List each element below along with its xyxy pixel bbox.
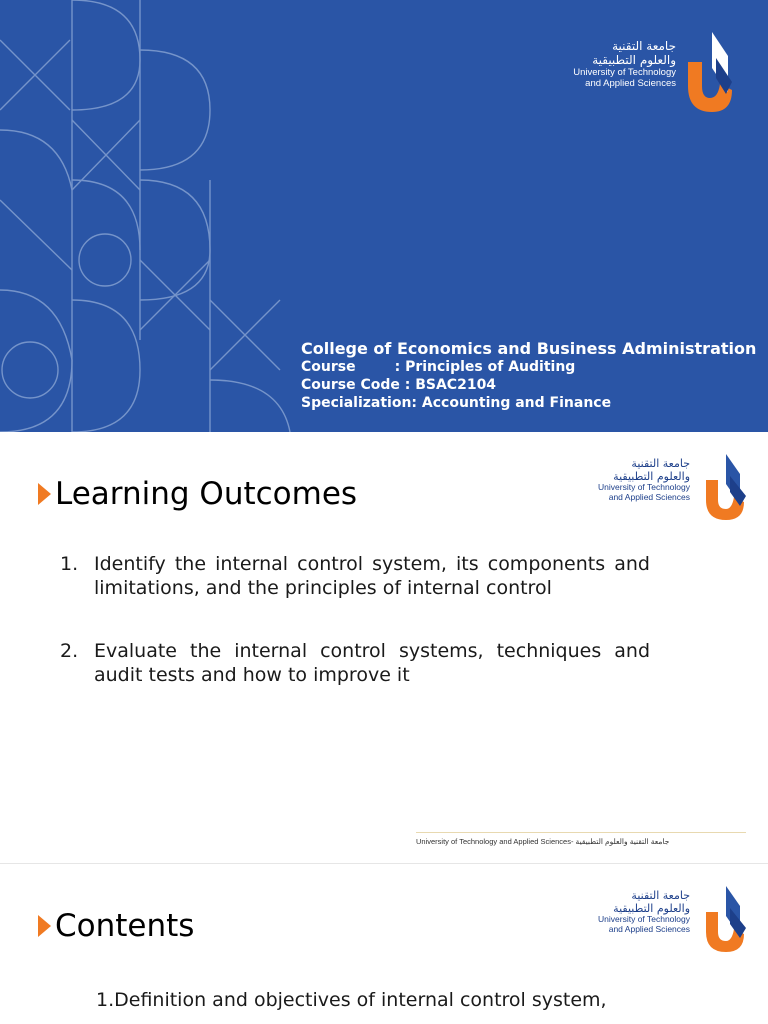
outcome-text: Identify the internal control system, its components and limitations, and the principles of internal control [94, 553, 650, 599]
logo-english-line-1: University of Technology [598, 482, 690, 493]
logo-arabic-line-1: جامعة التقنية [631, 889, 690, 902]
logo-arabic-line-2: والعلوم التطبيقية [592, 52, 676, 67]
logo-mark-icon [702, 884, 752, 954]
college-name: College of Economics and Business Administration [301, 339, 757, 358]
logo-arabic-line-2: والعلوم التطبيقية [613, 901, 690, 915]
slide-footer: University of Technology and Applied Sciences- جامعة التقنية والعلوم التطبيقية [416, 837, 670, 846]
slide-title [38, 908, 194, 944]
cover-slide [0, 0, 768, 432]
list-item [60, 639, 650, 687]
logo-text [598, 890, 690, 935]
contents-list-item: 1.Definition and objectives of internal control system, [96, 989, 607, 1011]
course-info [301, 340, 756, 412]
logo-english-line-1: University of Technology [573, 66, 676, 78]
outcome-number: 2. [60, 640, 79, 662]
logo-text [598, 458, 690, 503]
contents-slide [0, 864, 768, 1024]
logo-mark-icon [702, 452, 752, 522]
course-code-label: Course Code [301, 377, 405, 393]
university-logo [592, 452, 752, 522]
outcome-text: Evaluate the internal control systems, techniques and audit tests and how to improve it [94, 640, 650, 686]
orange-arrow-icon [38, 915, 51, 937]
course-value: : Principles of Auditing [394, 359, 576, 375]
specialization-row [301, 394, 756, 412]
specialization-label: Specialization [301, 395, 412, 411]
logo-text [573, 40, 676, 89]
course-code-row [301, 376, 756, 394]
list-item [60, 552, 650, 600]
orange-arrow-icon [38, 483, 51, 505]
slide-title [38, 476, 357, 512]
university-logo [592, 884, 752, 954]
learning-outcomes-slide [0, 432, 768, 864]
course-row [301, 358, 756, 376]
logo-arabic-line-1: جامعة التقنية [631, 457, 690, 470]
decorative-line-pattern [0, 0, 300, 432]
logo-mark-icon [682, 28, 738, 114]
logo-english-line-2: and Applied Sciences [608, 492, 690, 503]
course-label: Course [301, 359, 395, 375]
outcome-number: 1. [60, 553, 79, 575]
logo-english-line-1: University of Technology [598, 914, 690, 925]
logo-arabic-line-2: والعلوم التطبيقية [613, 469, 690, 483]
outcome-list [60, 552, 650, 726]
logo-english-line-2: and Applied Sciences [585, 77, 676, 89]
logo-arabic-line-1: جامعة التقنية [612, 39, 676, 53]
logo-english-line-2: and Applied Sciences [608, 924, 690, 935]
slide-title-text: Learning Outcomes [55, 476, 358, 512]
specialization-value: : Accounting and Finance [411, 395, 612, 411]
university-logo [552, 28, 748, 118]
course-code-value: : BSAC2104 [404, 377, 497, 393]
footer-divider [416, 832, 746, 833]
slide-title-text: Contents [55, 908, 195, 944]
